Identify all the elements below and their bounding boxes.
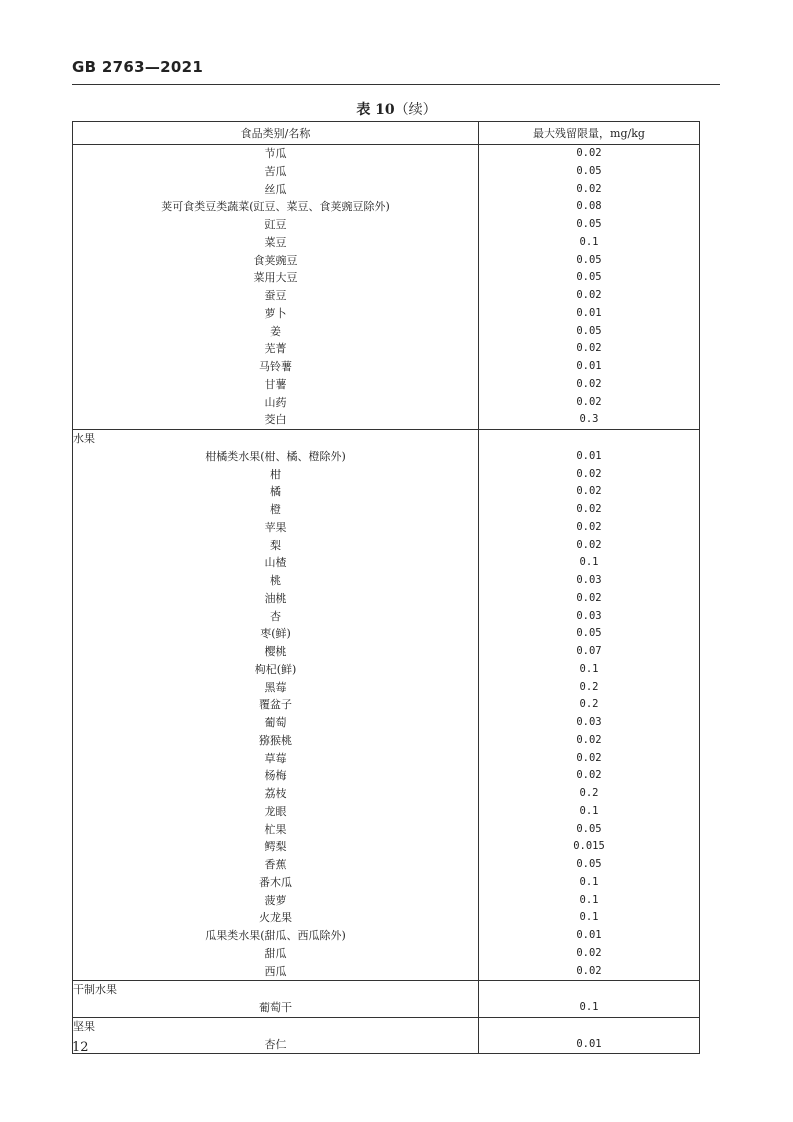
limit-value-cell: 0.01: [479, 927, 700, 945]
food-name-cell: 葡萄: [73, 714, 479, 732]
limit-value-cell: 0.02: [479, 483, 700, 501]
table-row: [73, 483, 700, 501]
food-name-cell: 覆盆子: [73, 696, 479, 714]
limit-value-cell: 0.05: [479, 821, 700, 839]
standard-code: GB 2763—2021: [72, 58, 204, 76]
table-row: [73, 466, 700, 484]
limit-value-cell: 0.02: [479, 376, 700, 394]
limit-value-cell: 0.2: [479, 696, 700, 714]
category-row: [73, 430, 700, 448]
limit-value-cell: 0.02: [479, 945, 700, 963]
limit-value-cell: 0.05: [479, 625, 700, 643]
category-label: 干制水果: [73, 981, 479, 999]
table-row: [73, 625, 700, 643]
food-name-cell: 甜瓜: [73, 945, 479, 963]
limit-value-cell: 0.02: [479, 750, 700, 768]
food-name-cell: 橘: [73, 483, 479, 501]
category-row: [73, 1017, 700, 1035]
limit-value-cell: 0.1: [479, 874, 700, 892]
table-row: [73, 679, 700, 697]
limit-value-cell: 0.2: [479, 785, 700, 803]
limit-value-cell: 0.1: [479, 554, 700, 572]
table-title-main: 表 10: [356, 102, 395, 118]
table-row: [73, 376, 700, 394]
limit-value-cell: 0.05: [479, 323, 700, 341]
table-row: [73, 661, 700, 679]
table-row: [73, 358, 700, 376]
limit-value-cell: 0.03: [479, 608, 700, 626]
food-name-cell: 黑莓: [73, 679, 479, 697]
table-row: [73, 643, 700, 661]
limit-value-cell: 0.02: [479, 732, 700, 750]
limit-value-cell: 0.05: [479, 216, 700, 234]
table-row: [73, 323, 700, 341]
limit-value-cell: 0.02: [479, 537, 700, 555]
food-name-cell: 草莓: [73, 750, 479, 768]
column-header-limit: 最大残留限量，mg/kg: [479, 122, 700, 145]
limit-value-cell: 0.02: [479, 963, 700, 981]
food-name-cell: 枣(鲜): [73, 625, 479, 643]
table-row: [73, 216, 700, 234]
food-name-cell: 马铃薯: [73, 358, 479, 376]
food-name-cell: 菜豆: [73, 234, 479, 252]
table-title-suffix: （续）: [394, 102, 437, 118]
category-label: 坚果: [73, 1017, 479, 1035]
food-name-cell: 茭白: [73, 411, 479, 429]
limit-value-cell: 0.01: [479, 305, 700, 323]
limit-value-cell: 0.05: [479, 252, 700, 270]
food-name-cell: 柑: [73, 466, 479, 484]
table-row: [73, 1036, 700, 1054]
limit-value-cell: 0.01: [479, 1036, 700, 1054]
limit-value-cell: 0.015: [479, 838, 700, 856]
table-row: [73, 750, 700, 768]
food-name-cell: 山药: [73, 394, 479, 412]
table-row: [73, 732, 700, 750]
food-name-cell: 杧果: [73, 821, 479, 839]
food-name-cell: 瓜果类水果(甜瓜、西瓜除外): [73, 927, 479, 945]
limit-value-cell: 0.05: [479, 269, 700, 287]
table-title: [0, 99, 793, 119]
limit-value-cell: 0.1: [479, 234, 700, 252]
food-name-cell: 萝卜: [73, 305, 479, 323]
limit-value-cell: 0.02: [479, 590, 700, 608]
table-row: [73, 181, 700, 199]
limit-value-cell: 0.02: [479, 287, 700, 305]
food-name-cell: 猕猴桃: [73, 732, 479, 750]
table-row: [73, 554, 700, 572]
food-name-cell: 油桃: [73, 590, 479, 608]
limit-value-cell: 0.02: [479, 145, 700, 163]
table-row: [73, 198, 700, 216]
limit-value-cell: 0.2: [479, 679, 700, 697]
table-row: [73, 572, 700, 590]
page-number: 12: [72, 1040, 89, 1055]
food-name-cell: 节瓜: [73, 145, 479, 163]
food-name-cell: 姜: [73, 323, 479, 341]
limit-value-cell: 0.03: [479, 714, 700, 732]
food-name-cell: 杨梅: [73, 767, 479, 785]
limit-value-cell: 0.3: [479, 411, 700, 429]
limit-value-cell: 0.02: [479, 501, 700, 519]
limit-value-cell: 0.01: [479, 448, 700, 466]
table-row: [73, 608, 700, 626]
food-name-cell: 龙眼: [73, 803, 479, 821]
table-row: [73, 714, 700, 732]
table-row: [73, 856, 700, 874]
table-row: [73, 287, 700, 305]
limit-value-cell: 0.02: [479, 340, 700, 358]
food-name-cell: 橙: [73, 501, 479, 519]
table-row: [73, 963, 700, 981]
food-name-cell: 荔枝: [73, 785, 479, 803]
table-body: [73, 145, 700, 1054]
food-name-cell: 西瓜: [73, 963, 479, 981]
food-name-cell: 香蕉: [73, 856, 479, 874]
table-row: [73, 696, 700, 714]
food-name-cell: 荚可食类豆类蔬菜(豇豆、菜豆、食荚豌豆除外): [73, 198, 479, 216]
food-name-cell: 梨: [73, 537, 479, 555]
table-row: [73, 448, 700, 466]
table-row: [73, 945, 700, 963]
table-row: [73, 234, 700, 252]
category-value-cell: [479, 430, 700, 448]
food-name-cell: 苦瓜: [73, 163, 479, 181]
food-name-cell: 丝瓜: [73, 181, 479, 199]
table-row: [73, 803, 700, 821]
limit-value-cell: 0.1: [479, 661, 700, 679]
table-row: [73, 999, 700, 1017]
food-name-cell: 食荚豌豆: [73, 252, 479, 270]
table-row: [73, 785, 700, 803]
food-name-cell: 蚕豆: [73, 287, 479, 305]
limit-value-cell: 0.05: [479, 163, 700, 181]
food-name-cell: 柑橘类水果(柑、橘、橙除外): [73, 448, 479, 466]
limit-value-cell: 0.02: [479, 181, 700, 199]
category-value-cell: [479, 981, 700, 999]
category-value-cell: [479, 1017, 700, 1035]
limit-value-cell: 0.02: [479, 519, 700, 537]
header-rule: [72, 84, 720, 85]
limit-value-cell: 0.02: [479, 767, 700, 785]
table-row: [73, 501, 700, 519]
food-name-cell: 枸杞(鲜): [73, 661, 479, 679]
food-name-cell: 豇豆: [73, 216, 479, 234]
table-row: [73, 821, 700, 839]
column-header-food: 食品类别/名称: [73, 122, 479, 145]
food-name-cell: 甘薯: [73, 376, 479, 394]
food-name-cell: 葡萄干: [73, 999, 479, 1017]
food-name-cell: 菜用大豆: [73, 269, 479, 287]
table-row: [73, 838, 700, 856]
food-name-cell: 鳄梨: [73, 838, 479, 856]
table-row: [73, 892, 700, 910]
food-name-cell: 番木瓜: [73, 874, 479, 892]
food-name-cell: 桃: [73, 572, 479, 590]
table-row: [73, 145, 700, 163]
limit-value-cell: 0.1: [479, 803, 700, 821]
food-name-cell: 山楂: [73, 554, 479, 572]
limit-value-cell: 0.1: [479, 999, 700, 1017]
table-row: [73, 874, 700, 892]
limit-value-cell: 0.03: [479, 572, 700, 590]
limit-value-cell: 0.08: [479, 198, 700, 216]
limit-value-cell: 0.1: [479, 892, 700, 910]
limit-value-cell: 0.05: [479, 856, 700, 874]
category-label: 水果: [73, 430, 479, 448]
table-row: [73, 411, 700, 429]
table-row: [73, 340, 700, 358]
table-row: [73, 927, 700, 945]
limit-value-cell: 0.1: [479, 909, 700, 927]
table-row: [73, 269, 700, 287]
table-header-row: [73, 122, 700, 145]
category-row: [73, 981, 700, 999]
limit-value-cell: 0.07: [479, 643, 700, 661]
food-name-cell: 杏仁: [73, 1036, 479, 1054]
food-name-cell: 芜菁: [73, 340, 479, 358]
limit-value-cell: 0.02: [479, 466, 700, 484]
limit-value-cell: 0.02: [479, 394, 700, 412]
table-row: [73, 767, 700, 785]
table-row: [73, 394, 700, 412]
food-name-cell: 菠萝: [73, 892, 479, 910]
limit-value-cell: 0.01: [479, 358, 700, 376]
food-name-cell: 樱桃: [73, 643, 479, 661]
table-row: [73, 163, 700, 181]
food-name-cell: 苹果: [73, 519, 479, 537]
table-row: [73, 252, 700, 270]
table-row: [73, 590, 700, 608]
table-row: [73, 909, 700, 927]
table-row: [73, 305, 700, 323]
table-row: [73, 519, 700, 537]
food-name-cell: 杏: [73, 608, 479, 626]
table-row: [73, 537, 700, 555]
residue-limit-table: [72, 121, 700, 1054]
food-name-cell: 火龙果: [73, 909, 479, 927]
